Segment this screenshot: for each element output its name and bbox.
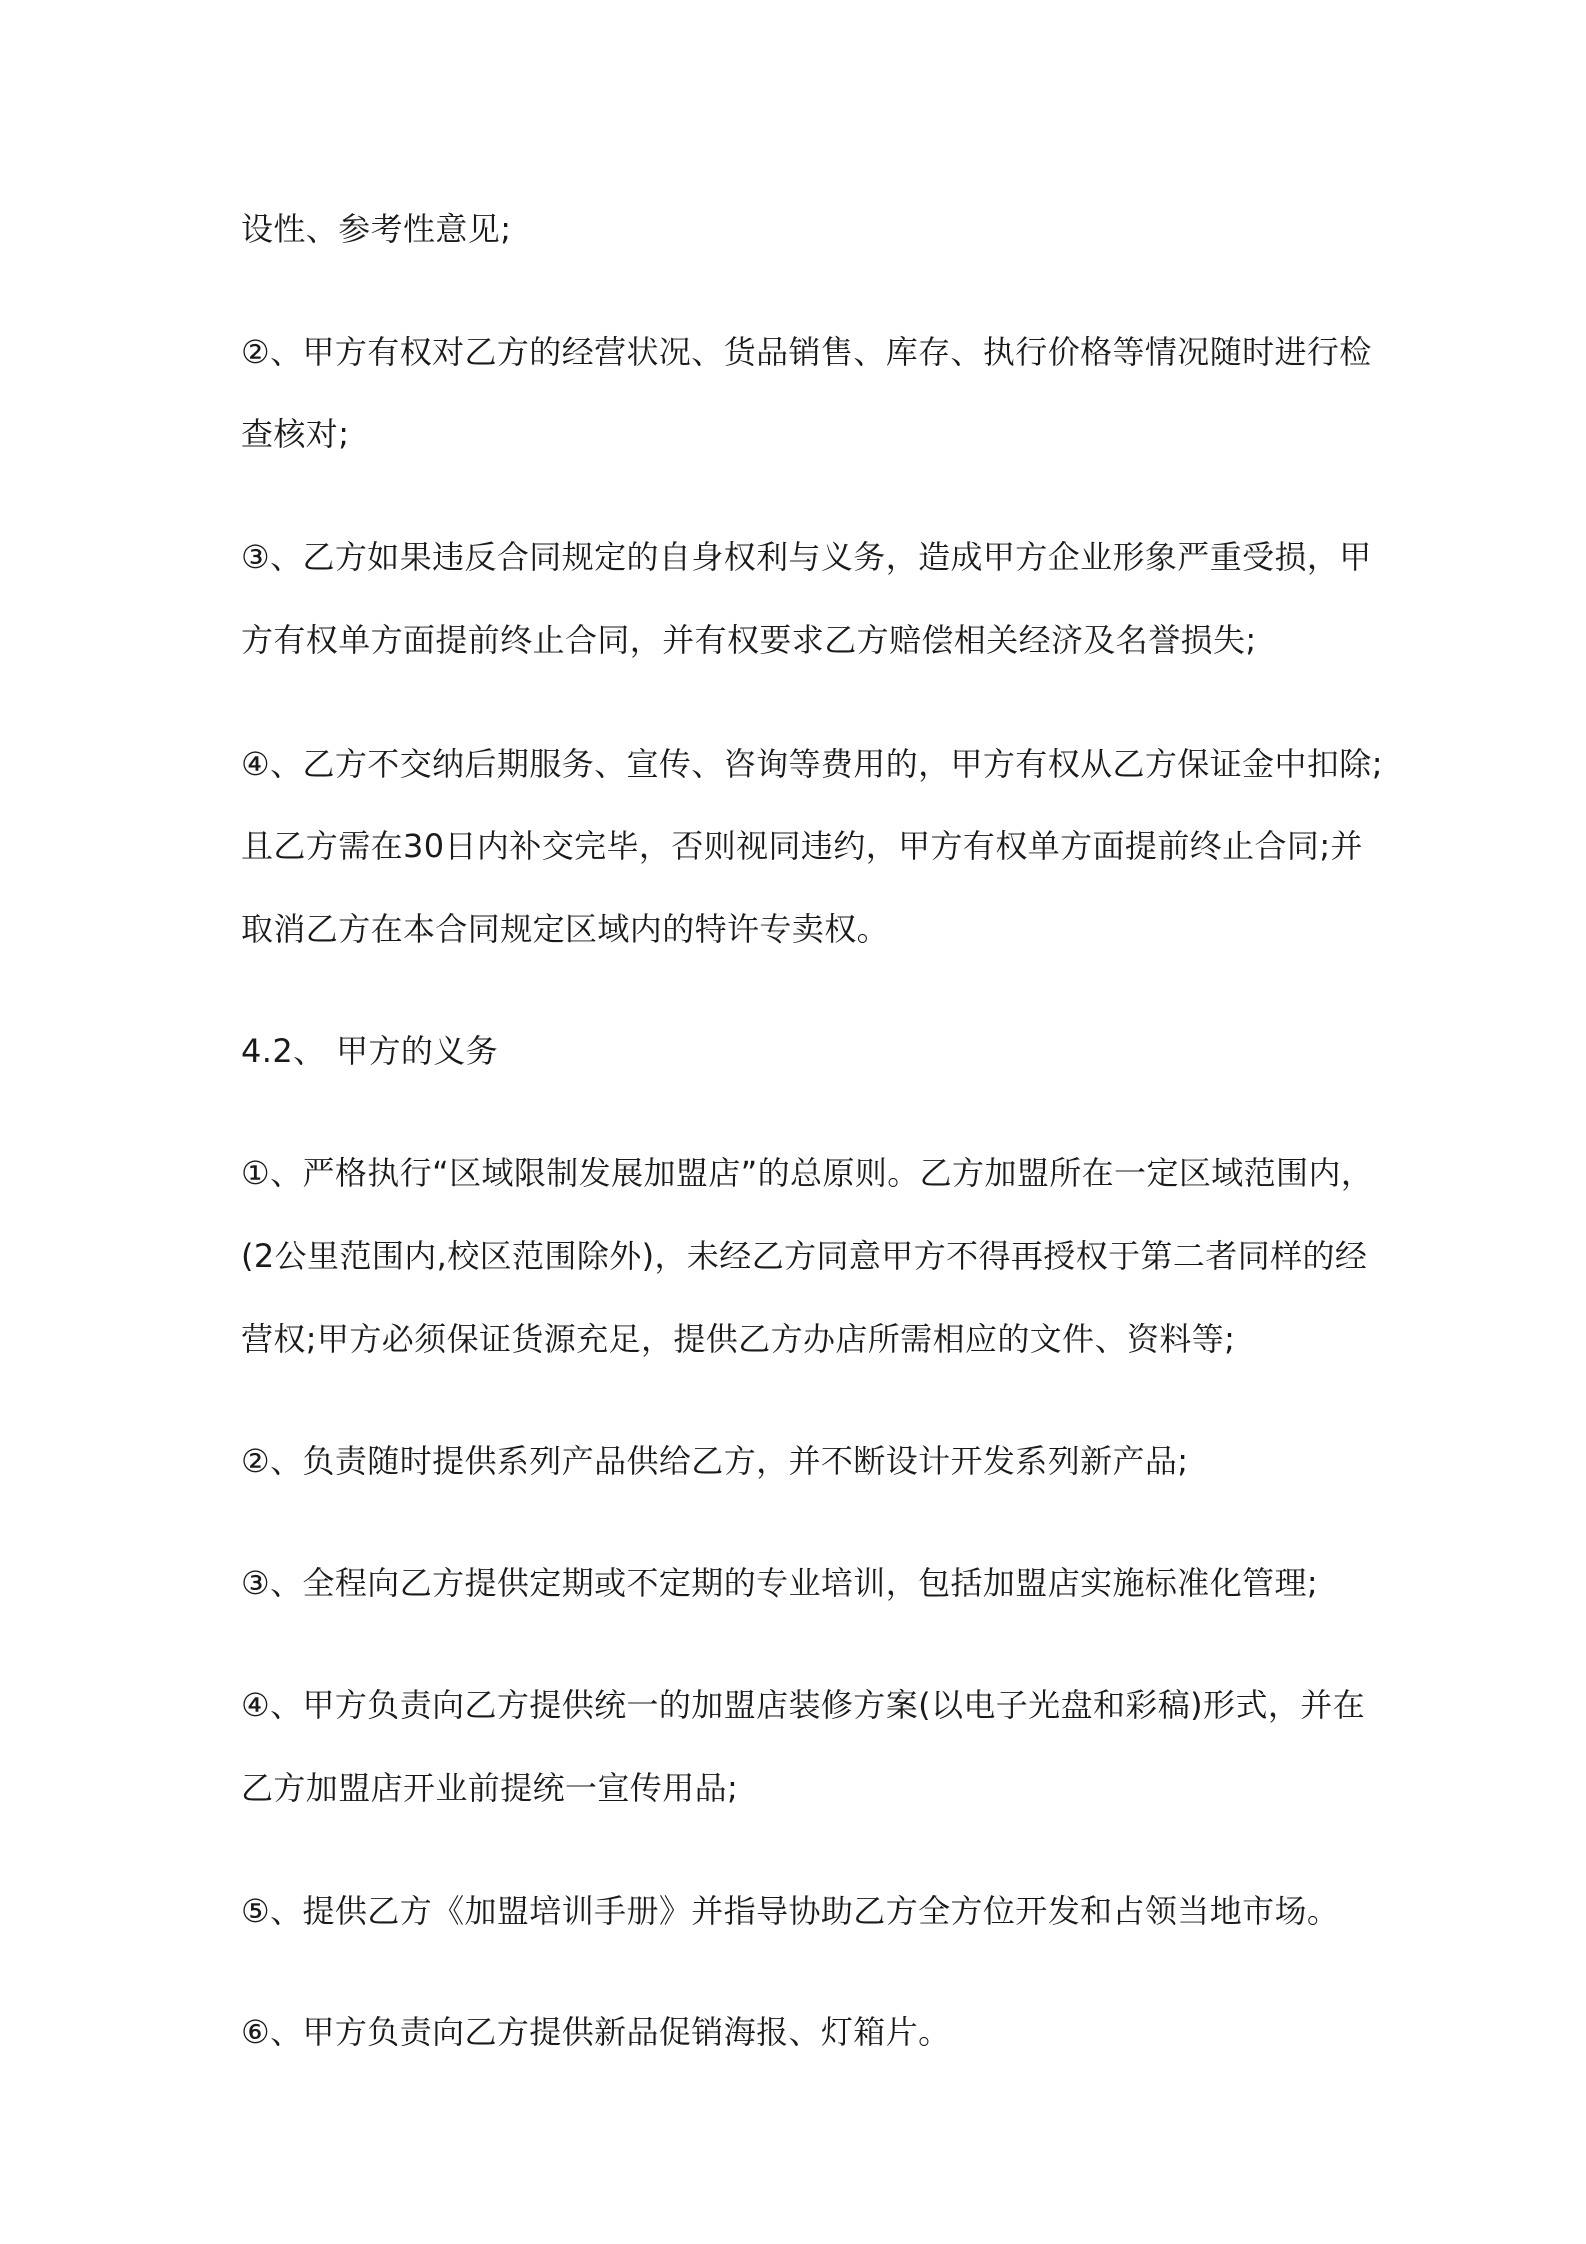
text-line: 且乙方需在30日内补交完毕，否则视同违约，甲方有权单方面提前终止合同;并 (241, 827, 1363, 865)
text-line: 查核对; (241, 415, 350, 453)
text-line: ⑥、甲方负责向乙方提供新品促销海报、灯箱片。 (241, 2013, 951, 2051)
text-line: ①、严格执行“区域限制发展加盟店”的总原则。乙方加盟所在一定区域范围内， (241, 1154, 1374, 1192)
text-line: 取消乙方在本合同规定区域内的特许专卖权。 (241, 910, 890, 948)
text-line: 营权;甲方必须保证货源充足，提供乙方办店所需相应的文件、资料等; (241, 1320, 1236, 1358)
text-line: ⑤、提供乙方《加盟培训手册》并指导协助乙方全方位开发和占领当地市场。 (241, 1892, 1340, 1930)
text-line: ④、甲方负责向乙方提供统一的加盟店装修方案(以电子光盘和彩稿)形式，并在 (241, 1686, 1366, 1724)
section-heading: 4.2、 甲方的义务 (241, 1032, 499, 1070)
text-line: ④、乙方不交纳后期服务、宣传、咨询等费用的，甲方有权从乙方保证金中扣除; (241, 745, 1383, 783)
text-line: ②、甲方有权对乙方的经营状况、货品销售、库存、执行价格等情况随时进行检 (241, 333, 1372, 371)
text-line: 乙方加盟店开业前提统一宣传用品; (241, 1769, 739, 1807)
text-line: ②、负责随时提供系列产品供给乙方，并不断设计开发系列新产品; (241, 1442, 1189, 1480)
text-line: ③、全程向乙方提供定期或不定期的专业培训，包括加盟店实施标准化管理; (241, 1564, 1319, 1602)
text-line: (2公里范围内,校区范围除外)，未经乙方同意甲方不得再授权于第二者同样的经 (241, 1237, 1368, 1275)
text-line: 方有权单方面提前终止合同，并有权要求乙方赔偿相关经济及名誉损失; (241, 621, 1257, 659)
text-line: ③、乙方如果违反合同规定的自身权利与义务，造成甲方企业形象严重受损，甲 (241, 538, 1372, 576)
text-line: 设性、参考性意见; (241, 210, 512, 248)
